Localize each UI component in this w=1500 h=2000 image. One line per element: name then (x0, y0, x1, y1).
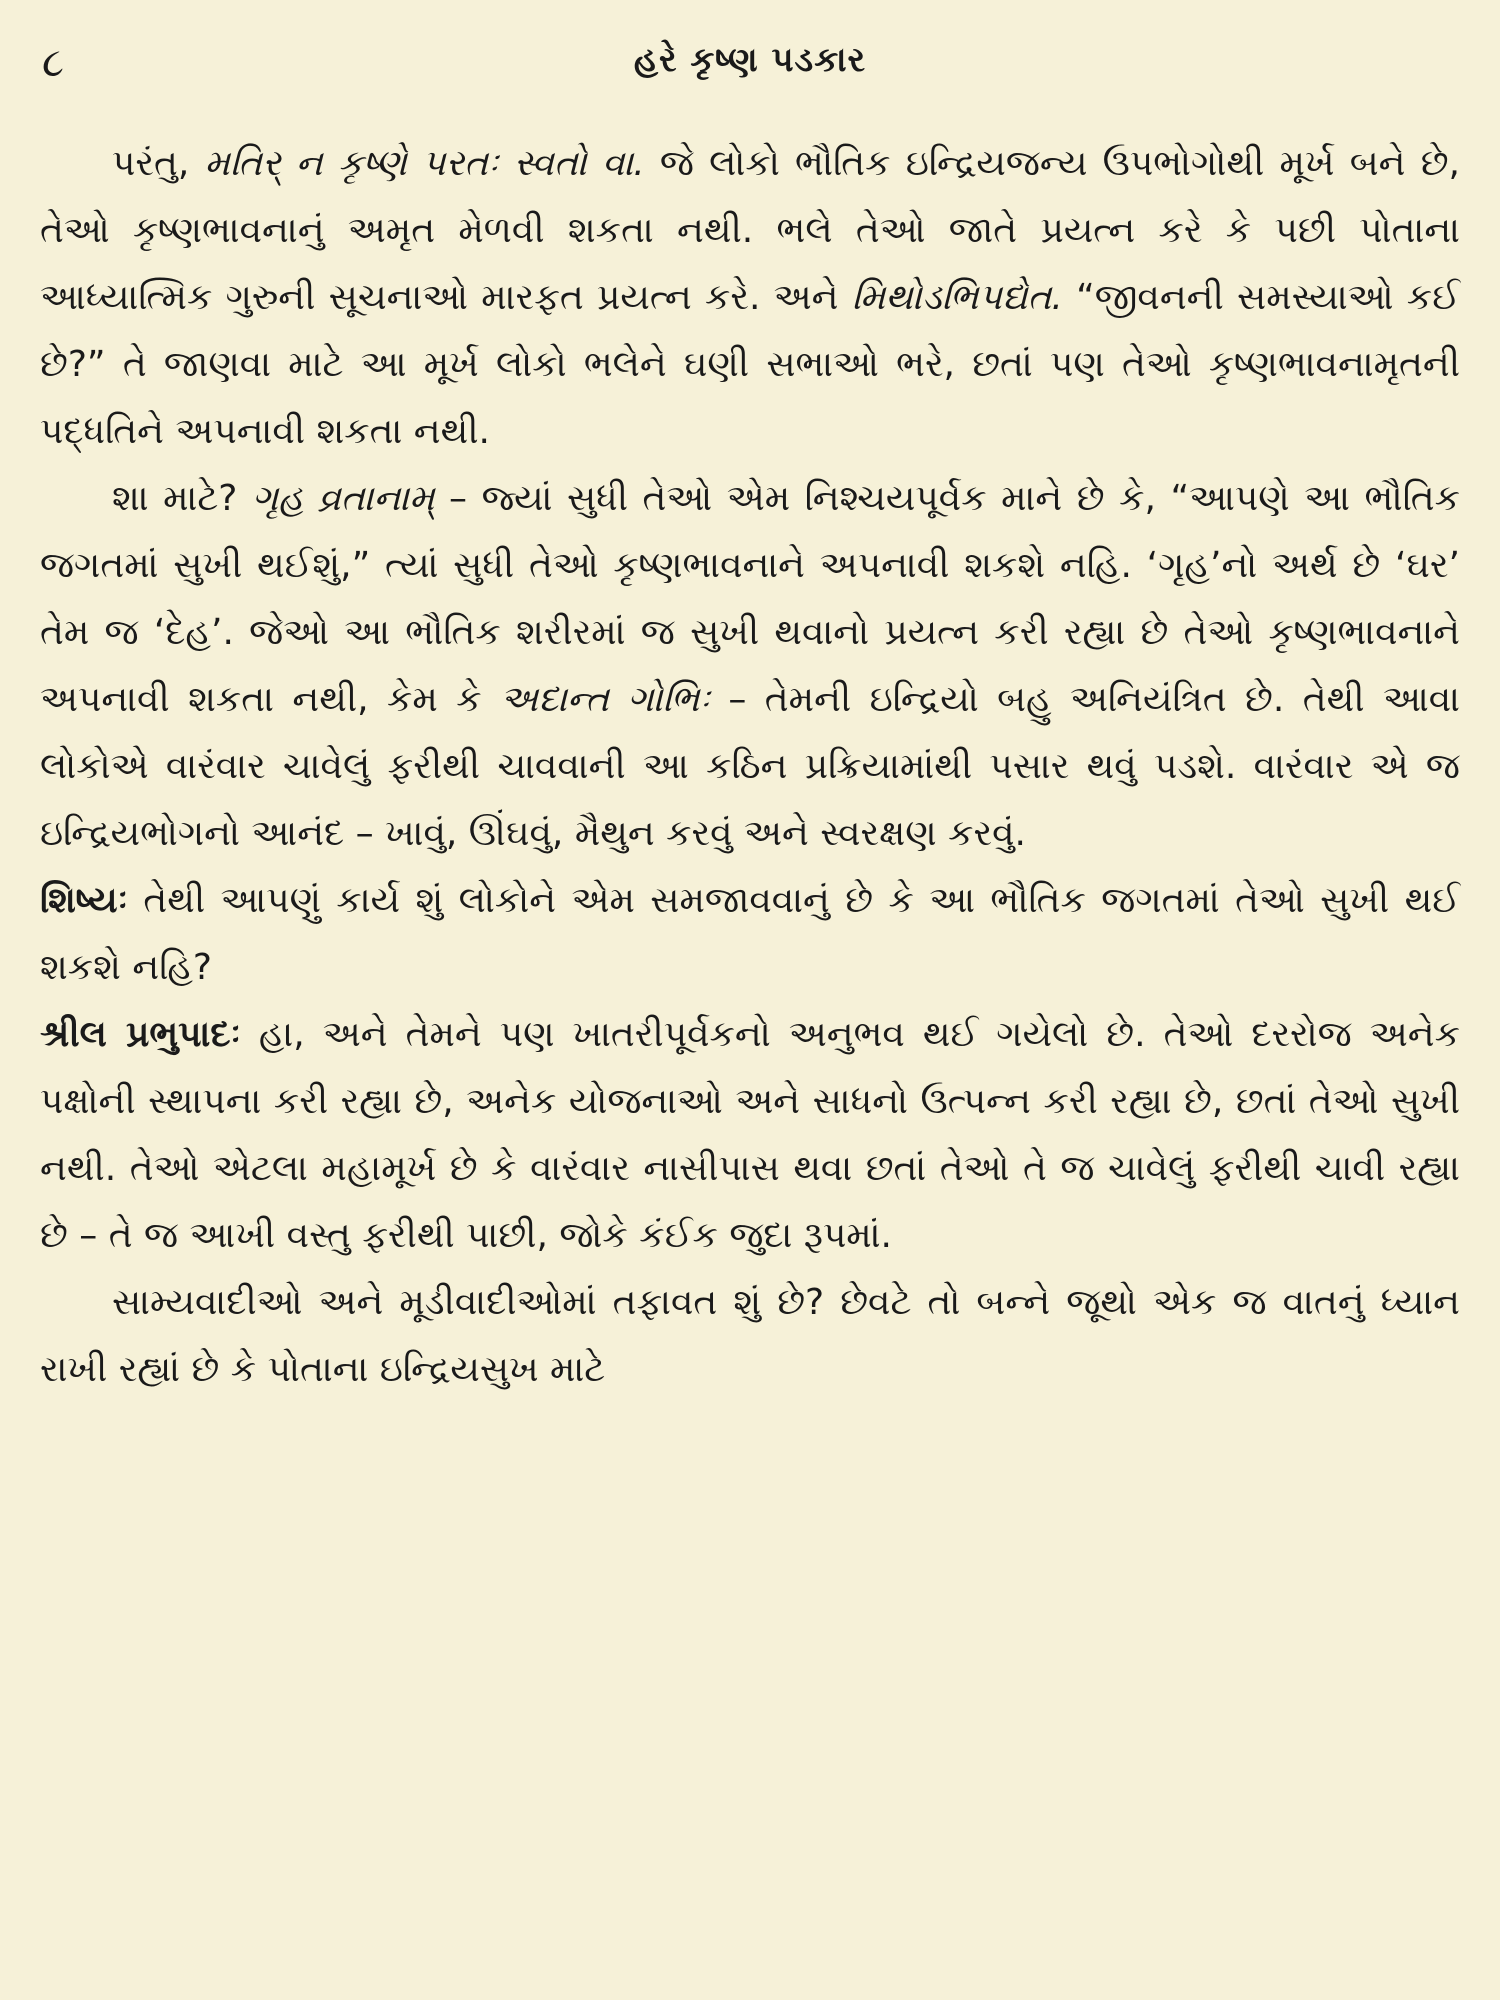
paragraph-1 (40, 130, 1460, 465)
sanskrit-quote: મતિર્ ન કૃષ્ણે પરતઃ સ્વતો વા. (204, 143, 645, 184)
sanskrit-quote: મિથોડભિપદ્યેત. (851, 277, 1063, 318)
page-number: ૮ (42, 40, 64, 86)
paragraph-text: “જીવનની સમસ્યાઓ કઈ છે?” તે જાણવા માટે આ મૂર્ખ લોકો ભલેને ઘણી સભાઓ ભરે, છતાં પણ તેઓ કૃષ્ણભાવનામૃતની પદ્ધતિને અપનાવી શકતા નથી. (40, 277, 1460, 452)
paragraph-text: પરંતુ, (112, 143, 205, 184)
speaker-label: શ્રીલ પ્રભુપાદઃ (40, 1014, 241, 1055)
paragraph-text: શા માટે? (112, 478, 252, 519)
paragraph-text: સામ્યવાદીઓ અને મૂડીવાદીઓમાં તફાવત શું છે? છેવટે તો બન્ને જૂથો એક જ વાતનું ધ્યાન રાખી રહ્યાં છે કે પોતાના ઇન્દ્રિયસુખ માટે (40, 1282, 1460, 1390)
paragraph-disciple (40, 867, 1460, 1001)
speaker-label: શિષ્યઃ (40, 880, 128, 921)
paragraph-text: તેથી આપણું કાર્ય શું લોકોને એમ સમજાવવાનું છે કે આ ભૌતિક જગતમાં તેઓ સુખી થઈ શકશે નહિ? (40, 880, 1460, 988)
sanskrit-quote: ગૃહ વ્રતાનામ્ (251, 478, 435, 519)
paragraph-prabhupada (40, 1001, 1460, 1269)
paragraph-5 (40, 1269, 1460, 1403)
sanskrit-quote: અદાન્ત ગોભિઃ (500, 679, 710, 720)
running-title: હરે કૃષ્ણ પડકાર (633, 40, 867, 80)
paragraph-text: જે લોકો ભૌતિક ઇન્દ્રિયજન્ય ઉપભોગોથી મૂર્ખ બને છે, તેઓ કૃષ્ણભાવનાનું અમૃત મેળવી શકતા નથી. ભલે તેઓ જાતે પ્રયત્ન કરે કે પછી પોતાના આધ્યાત્મિક ગુરુની સૂચનાઓ મારફત પ્રયત્ન કરે. અને (40, 143, 1460, 318)
page-header (40, 40, 1460, 100)
paragraph-2 (40, 465, 1460, 867)
paragraph-text: – જ્યાં સુધી તેઓ એમ નિશ્ચયપૂર્વક માને છે કે, “આપણે આ ભૌતિક જગતમાં સુખી થઈશું,” ત્યાં સુધી તેઓ કૃષ્ણભાવનાને અપનાવી શકશે નહિ. ‘ગૃહ’નો અર્થ છે ‘ઘર’ તેમ જ ‘દેહ’. જેઓ આ ભૌતિક શરીરમાં જ સુખી થવાનો પ્રયત્ન કરી રહ્યા છે તેઓ કૃષ્ણભાવનાને અપનાવી શકતા નથી, કેમ કે (40, 478, 1460, 720)
paragraph-text: – તેમની ઇન્દ્રિયો બહુ અનિયંત્રિત છે. તેથી આવા લોકોએ વારંવાર ચાવેલું ફરીથી ચાવવાની આ કઠિન પ્રક્રિયામાંથી પસાર થવું પડશે. વારંવાર એ જ ઇન્દ્રિયભોગનો આનંદ – ખાવું, ઊંઘવું, મૈથુન કરવું અને સ્વરક્ષણ કરવું. (40, 679, 1460, 854)
paragraph-text: હા, અને તેમને પણ ખાતરીપૂર્વકનો અનુભવ થઈ ગયેલો છે. તેઓ દરરોજ અનેક પક્ષોની સ્થાપના કરી રહ્યા છે, અનેક યોજનાઓ અને સાધનો ઉત્પન્ન કરી રહ્યા છે, છતાં તેઓ સુખી નથી. તેઓ એટલા મહામૂર્ખ છે કે વારંવાર નાસીપાસ થવા છતાં તેઓ તે જ ચાવેલું ફરીથી ચાવી રહ્યા છે – તે જ આખી વસ્તુ ફરીથી પાછી, જોકે કંઈક જુદા રૂપમાં. (40, 1014, 1460, 1256)
body-text (40, 130, 1460, 1403)
